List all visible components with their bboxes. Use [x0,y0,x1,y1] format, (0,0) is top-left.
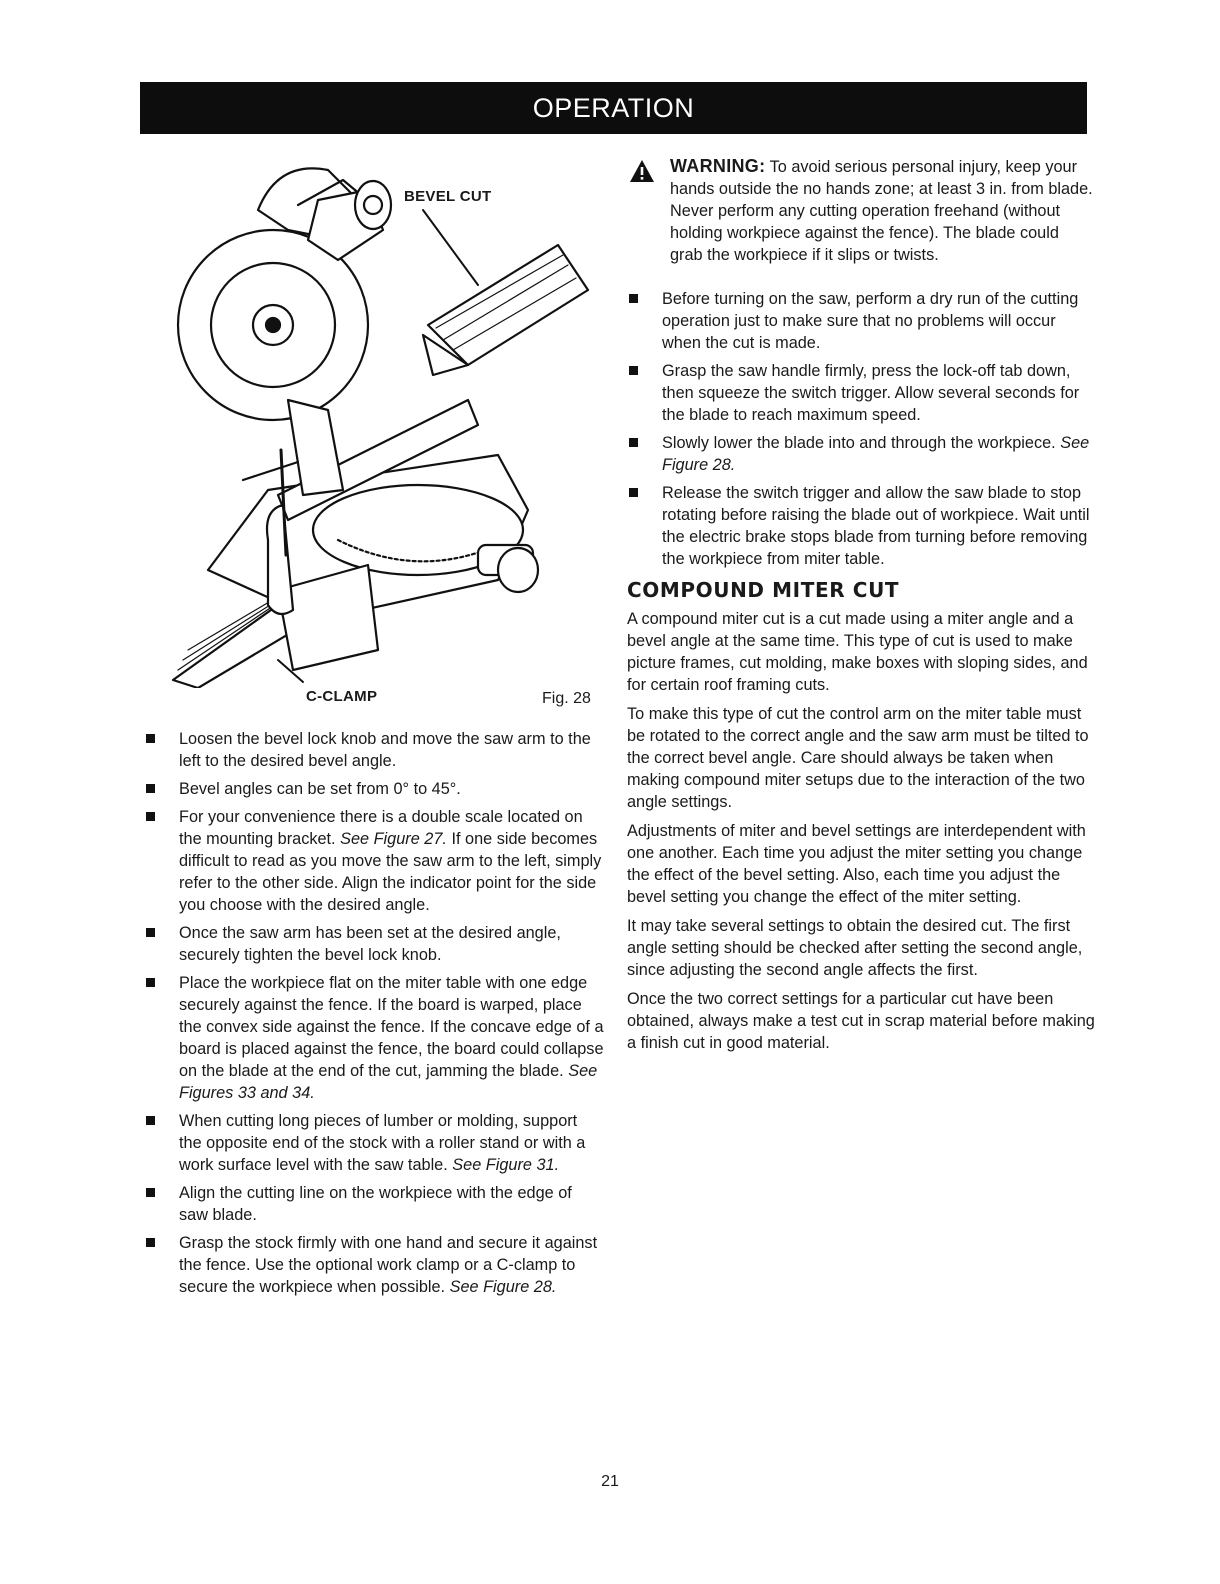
paragraph: Adjustments of miter and bevel settings are interdependent with one another. Each time you adjust the miter setting you change the effect of the bevel setting. Also, each time you adjust the bevel setting you change the effect of the miter setting. [627,822,1086,906]
bullet-square-icon [146,734,155,743]
miter-saw-illustration [168,150,608,688]
list-item [627,288,1095,354]
list-item-text: Loosen the bevel lock knob and move the saw arm to the left to the desired bevel angle. [179,730,591,770]
list-item-text: Before turning on the saw, perform a dry run of the cutting operation just to make sure that no problems will occur when the cut is made. [662,290,1079,352]
list-item [144,972,604,1104]
bullet-square-icon [146,1116,155,1125]
figure-reference: See Figure 28. [449,1278,557,1296]
left-bullet-list [144,728,604,1298]
paragraph: A compound miter cut is a cut made using a miter angle and a bevel angle at the same time. This type of cut is used to make picture frames, cut molding, make boxes with sloping sides, and for certain roof framing cuts. [627,610,1088,694]
bullet-square-icon [146,978,155,987]
warning-block [627,155,1095,266]
paragraph: To make this type of cut the control arm on the miter table must be rotated to the correct angle and the saw arm must be tilted to the correct bevel angle. Care should always be taken when making compound miter setups due to the interaction of the two angle settings. [627,705,1089,811]
figure-reference: See Figure 31. [452,1156,560,1174]
list-item [627,482,1095,570]
list-item-text: When cutting long pieces of lumber or molding, support the opposite end of the stock with a roller stand or with a work surface level with the saw table. [179,1112,586,1174]
left-column [144,728,604,1304]
callout-c-clamp: C-CLAMP [306,688,378,705]
warning-label: WARNING: [670,156,766,176]
list-item-text: Align the cutting line on the workpiece with the edge of saw blade. [179,1184,572,1224]
list-item [627,360,1095,426]
list-item-text: If one side becomes difficult to read as you move the saw arm to the left, simply refer to the other side. Align the indicator point for the side you choose with the desired angle. [179,830,602,914]
bullet-square-icon [629,438,638,447]
list-item [144,1182,604,1226]
list-item-text: Grasp the saw handle firmly, press the lock-off tab down, then squeeze the switch trigger. Allow several seconds for the blade to reach maximum speed. [662,362,1080,424]
list-item-text: Release the switch trigger and allow the saw blade to stop rotating before raising the blade out of workpiece. Wait until the electric brake stops blade from turning before removing the workpiece from miter table. [662,484,1090,568]
list-item [627,432,1095,476]
right-column [627,155,1095,1061]
list-item-text: Once the saw arm has been set at the desired angle, securely tighten the bevel lock knob. [179,924,561,964]
list-item [144,778,604,800]
warning-triangle-icon [629,159,655,183]
list-item-text: Bevel angles can be set from 0° to 45°. [179,780,461,798]
section-header-bar [140,82,1087,134]
figure-reference: See Figures 33 and 34. [179,1062,598,1102]
bullet-square-icon [629,366,638,375]
callout-bevel-cut: BEVEL CUT [404,188,492,205]
warning-text: To avoid serious personal injury, keep your hands outside the no hands zone; at least 3 in. from blade. Never perform any cutting operation freehand (without holding workpiece against the fence). The blade could grab the workpiece if it slips or twists. [670,158,1093,264]
list-item [144,728,604,772]
list-item-text: Place the workpiece flat on the miter table with one edge securely against the fence. If the board is warped, place the convex side against the fence. If the concave edge of a board is placed against the fence, the board could collapse on the blade at the end of the cut, jamming the blade. [179,974,604,1080]
bullet-square-icon [146,812,155,821]
bullet-square-icon [146,1188,155,1197]
bullet-square-icon [146,1238,155,1247]
page-number: 21 [601,1473,619,1490]
paragraph: It may take several settings to obtain the desired cut. The first angle setting should be checked after setting the second angle, since adjusting the second angle affects the first. [627,917,1083,979]
list-item [144,922,604,966]
bullet-square-icon [629,294,638,303]
bullet-square-icon [146,784,155,793]
bullet-square-icon [629,488,638,497]
paragraph: Once the two correct settings for a particular cut have been obtained, always make a test cut in scrap material before making a finish cut in good material. [627,990,1095,1052]
figure-reference: See Figure 28. [662,434,1090,474]
bullet-square-icon [146,928,155,937]
list-item-text: Grasp the stock firmly with one hand and secure it against the fence. Use the optional work clamp or a C-clamp to secure the workpiece when possible. [179,1234,598,1296]
list-item [144,1110,604,1176]
figure-number: Fig. 28 [542,690,591,707]
figure-reference: See Figure 27. [340,830,447,848]
right-bullet-list [627,288,1095,570]
list-item-text: For your convenience there is a double scale located on the mounting bracket. [179,808,583,848]
section-heading: COMPOUND MITER CUT [627,578,900,602]
list-item [144,806,604,916]
list-item [144,1232,604,1298]
section-title: OPERATION [532,93,695,123]
list-item-text: Slowly lower the blade into and through the workpiece. [662,434,1056,452]
